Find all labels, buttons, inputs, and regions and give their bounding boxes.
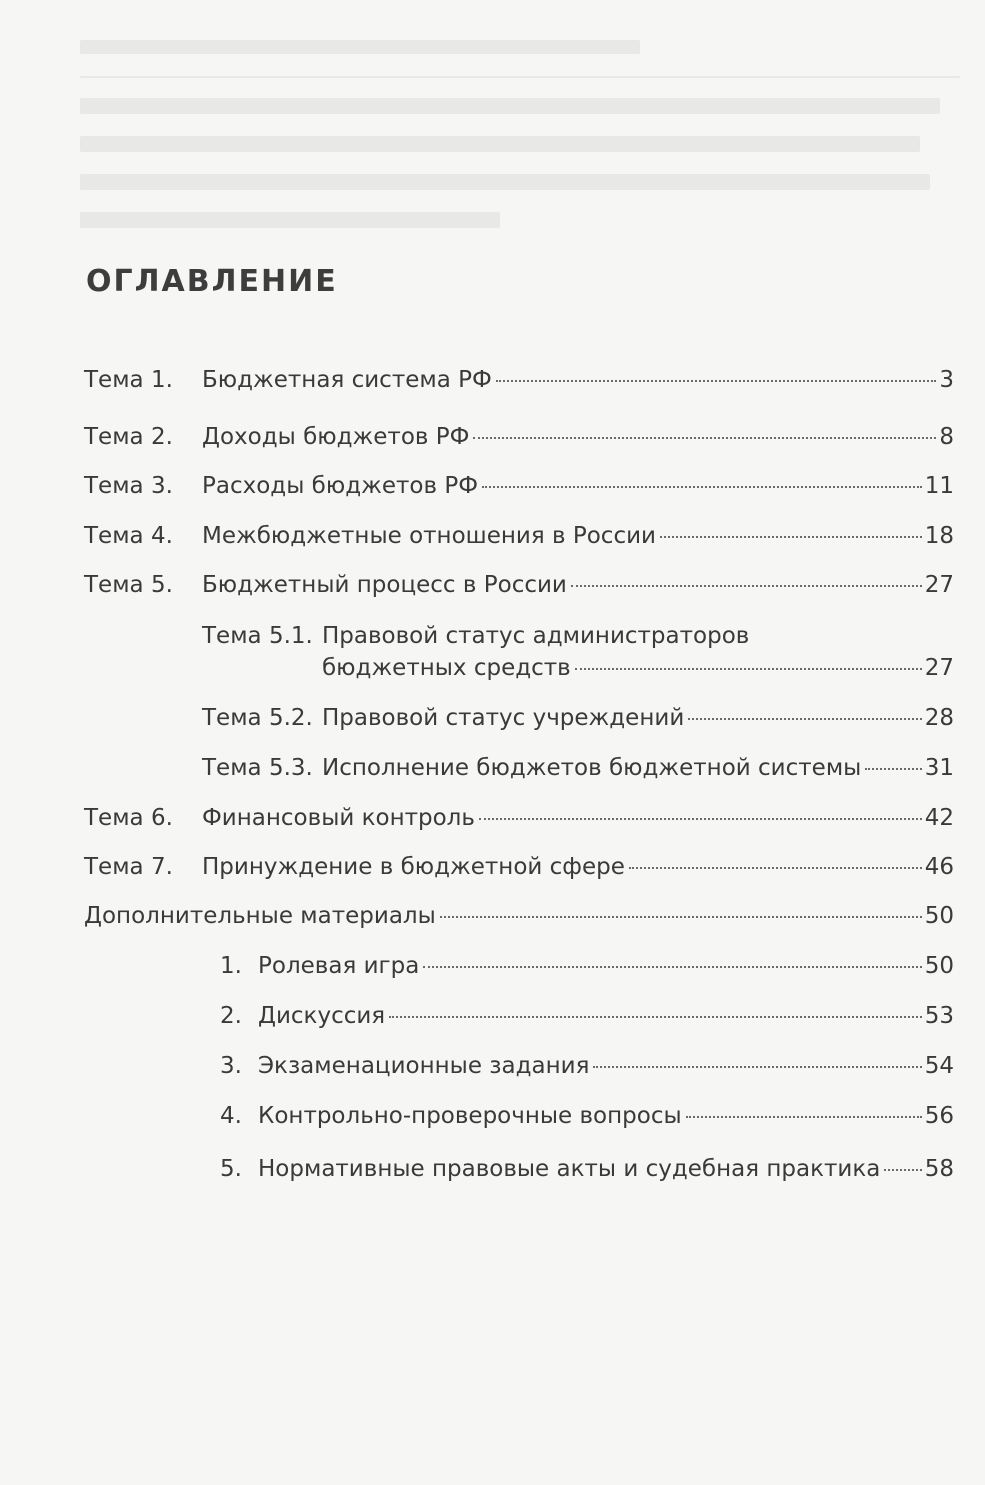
toc-entry-topic-5[interactable] [84, 569, 954, 601]
dot-leader [423, 966, 921, 968]
dot-leader [389, 1016, 922, 1018]
dot-leader [496, 380, 937, 382]
toc-entry-number: 1. [220, 953, 242, 979]
toc-subentry-5-1-first-line[interactable] [202, 620, 749, 652]
toc-entry-page: 54 [924, 1053, 954, 1079]
toc-entry-number: Тема 3. [84, 473, 173, 499]
toc-entry-number: Тема 4. [84, 523, 173, 549]
toc-entry-number: 2. [220, 1003, 242, 1029]
toc-entry-page: 56 [924, 1103, 954, 1129]
toc-additional-item-4[interactable] [220, 1100, 954, 1132]
toc-entry-title: Нормативные правовые акты и судебная практика [258, 1156, 881, 1182]
toc-entry-page: 3 [939, 367, 954, 393]
toc-entry-title: Правовой статус администраторов [322, 623, 750, 649]
dot-leader [688, 718, 921, 720]
toc-entry-topic-6[interactable] [84, 802, 954, 834]
toc-entry-page: 8 [939, 424, 954, 450]
toc-additional-item-1[interactable] [220, 950, 954, 982]
toc-entry-topic-3[interactable] [84, 470, 954, 502]
toc-entry-title: Исполнение бюджетов бюджетной системы [322, 755, 862, 781]
toc-entry-title: Доходы бюджетов РФ [202, 424, 470, 450]
toc-entry-number: Тема 1. [84, 367, 173, 393]
dot-leader [479, 818, 922, 820]
toc-entry-page: 27 [924, 572, 954, 598]
toc-entry-title: Бюджетная система РФ [202, 367, 492, 393]
dot-leader [575, 668, 922, 670]
dot-leader [865, 768, 921, 770]
toc-entry-title: Контрольно-проверочные вопросы [258, 1103, 682, 1129]
toc-heading: ОГЛАВЛЕНИЕ [86, 264, 338, 299]
toc-entry-number: Тема 7. [84, 854, 173, 880]
toc-subentry-5-1[interactable] [322, 652, 954, 684]
toc-entry-title: Расходы бюджетов РФ [202, 473, 478, 499]
dot-leader [660, 536, 922, 538]
toc-entry-page: 58 [924, 1156, 954, 1182]
dot-leader [482, 486, 922, 488]
toc-entry-title: Бюджетный процесс в России [202, 572, 567, 598]
toc-entry-page: 31 [924, 755, 954, 781]
toc-entry-number: Тема 5.2. [202, 705, 313, 731]
toc-additional-item-5[interactable] [220, 1153, 954, 1185]
bleed-through-text [80, 40, 960, 220]
toc-entry-page: 27 [924, 655, 954, 681]
toc-entry-title: Принуждение в бюджетной сфере [202, 854, 625, 880]
dot-leader [593, 1066, 921, 1068]
toc-entry-page: 50 [924, 903, 954, 929]
dot-leader [629, 867, 922, 869]
toc-entry-title: Дискуссия [258, 1003, 386, 1029]
toc-entry-title: Финансовый контроль [202, 805, 475, 831]
toc-entry-topic-2[interactable] [84, 421, 954, 453]
dot-leader [686, 1116, 922, 1118]
toc-entry-page: 11 [924, 473, 954, 499]
toc-entry-page: 42 [924, 805, 954, 831]
toc-entry-number: 5. [220, 1156, 242, 1182]
toc-additional-item-2[interactable] [220, 1000, 954, 1032]
toc-entry-page: 18 [924, 523, 954, 549]
toc-entry-number: 3. [220, 1053, 242, 1079]
toc-entry-topic-7[interactable] [84, 851, 954, 883]
toc-entry-number: Тема 5.3. [202, 755, 313, 781]
toc-additional-item-3[interactable] [220, 1050, 954, 1082]
toc-entry-page: 50 [924, 953, 954, 979]
toc-entry-number: Тема 2. [84, 424, 173, 450]
toc-entry-page: 53 [924, 1003, 954, 1029]
toc-entry-number: Тема 5. [84, 572, 173, 598]
toc-subentry-5-3[interactable] [202, 752, 954, 784]
toc-entry-topic-1[interactable] [84, 364, 954, 396]
toc-entry-topic-4[interactable] [84, 520, 954, 552]
toc-entry-title: Экзаменационные задания [258, 1053, 590, 1079]
toc-subentry-5-2[interactable] [202, 702, 954, 734]
toc-entry-page: 28 [924, 705, 954, 731]
toc-entry-additional-materials[interactable] [84, 900, 954, 932]
dot-leader [440, 916, 922, 918]
dot-leader [571, 585, 922, 587]
toc-entry-title: Дополнительные материалы [84, 903, 436, 929]
toc-entry-number: Тема 6. [84, 805, 173, 831]
toc-entry-title: бюджетных средств [322, 655, 571, 681]
toc-entry-number: Тема 5.1. [202, 623, 313, 649]
toc-entry-title: Правовой статус учреждений [322, 705, 685, 731]
toc-entry-page: 46 [924, 854, 954, 880]
toc-entry-number: 4. [220, 1103, 242, 1129]
dot-leader [884, 1169, 921, 1171]
dot-leader [473, 437, 936, 439]
toc-entry-title: Ролевая игра [258, 953, 420, 979]
toc-entry-title: Межбюджетные отношения в России [202, 523, 656, 549]
